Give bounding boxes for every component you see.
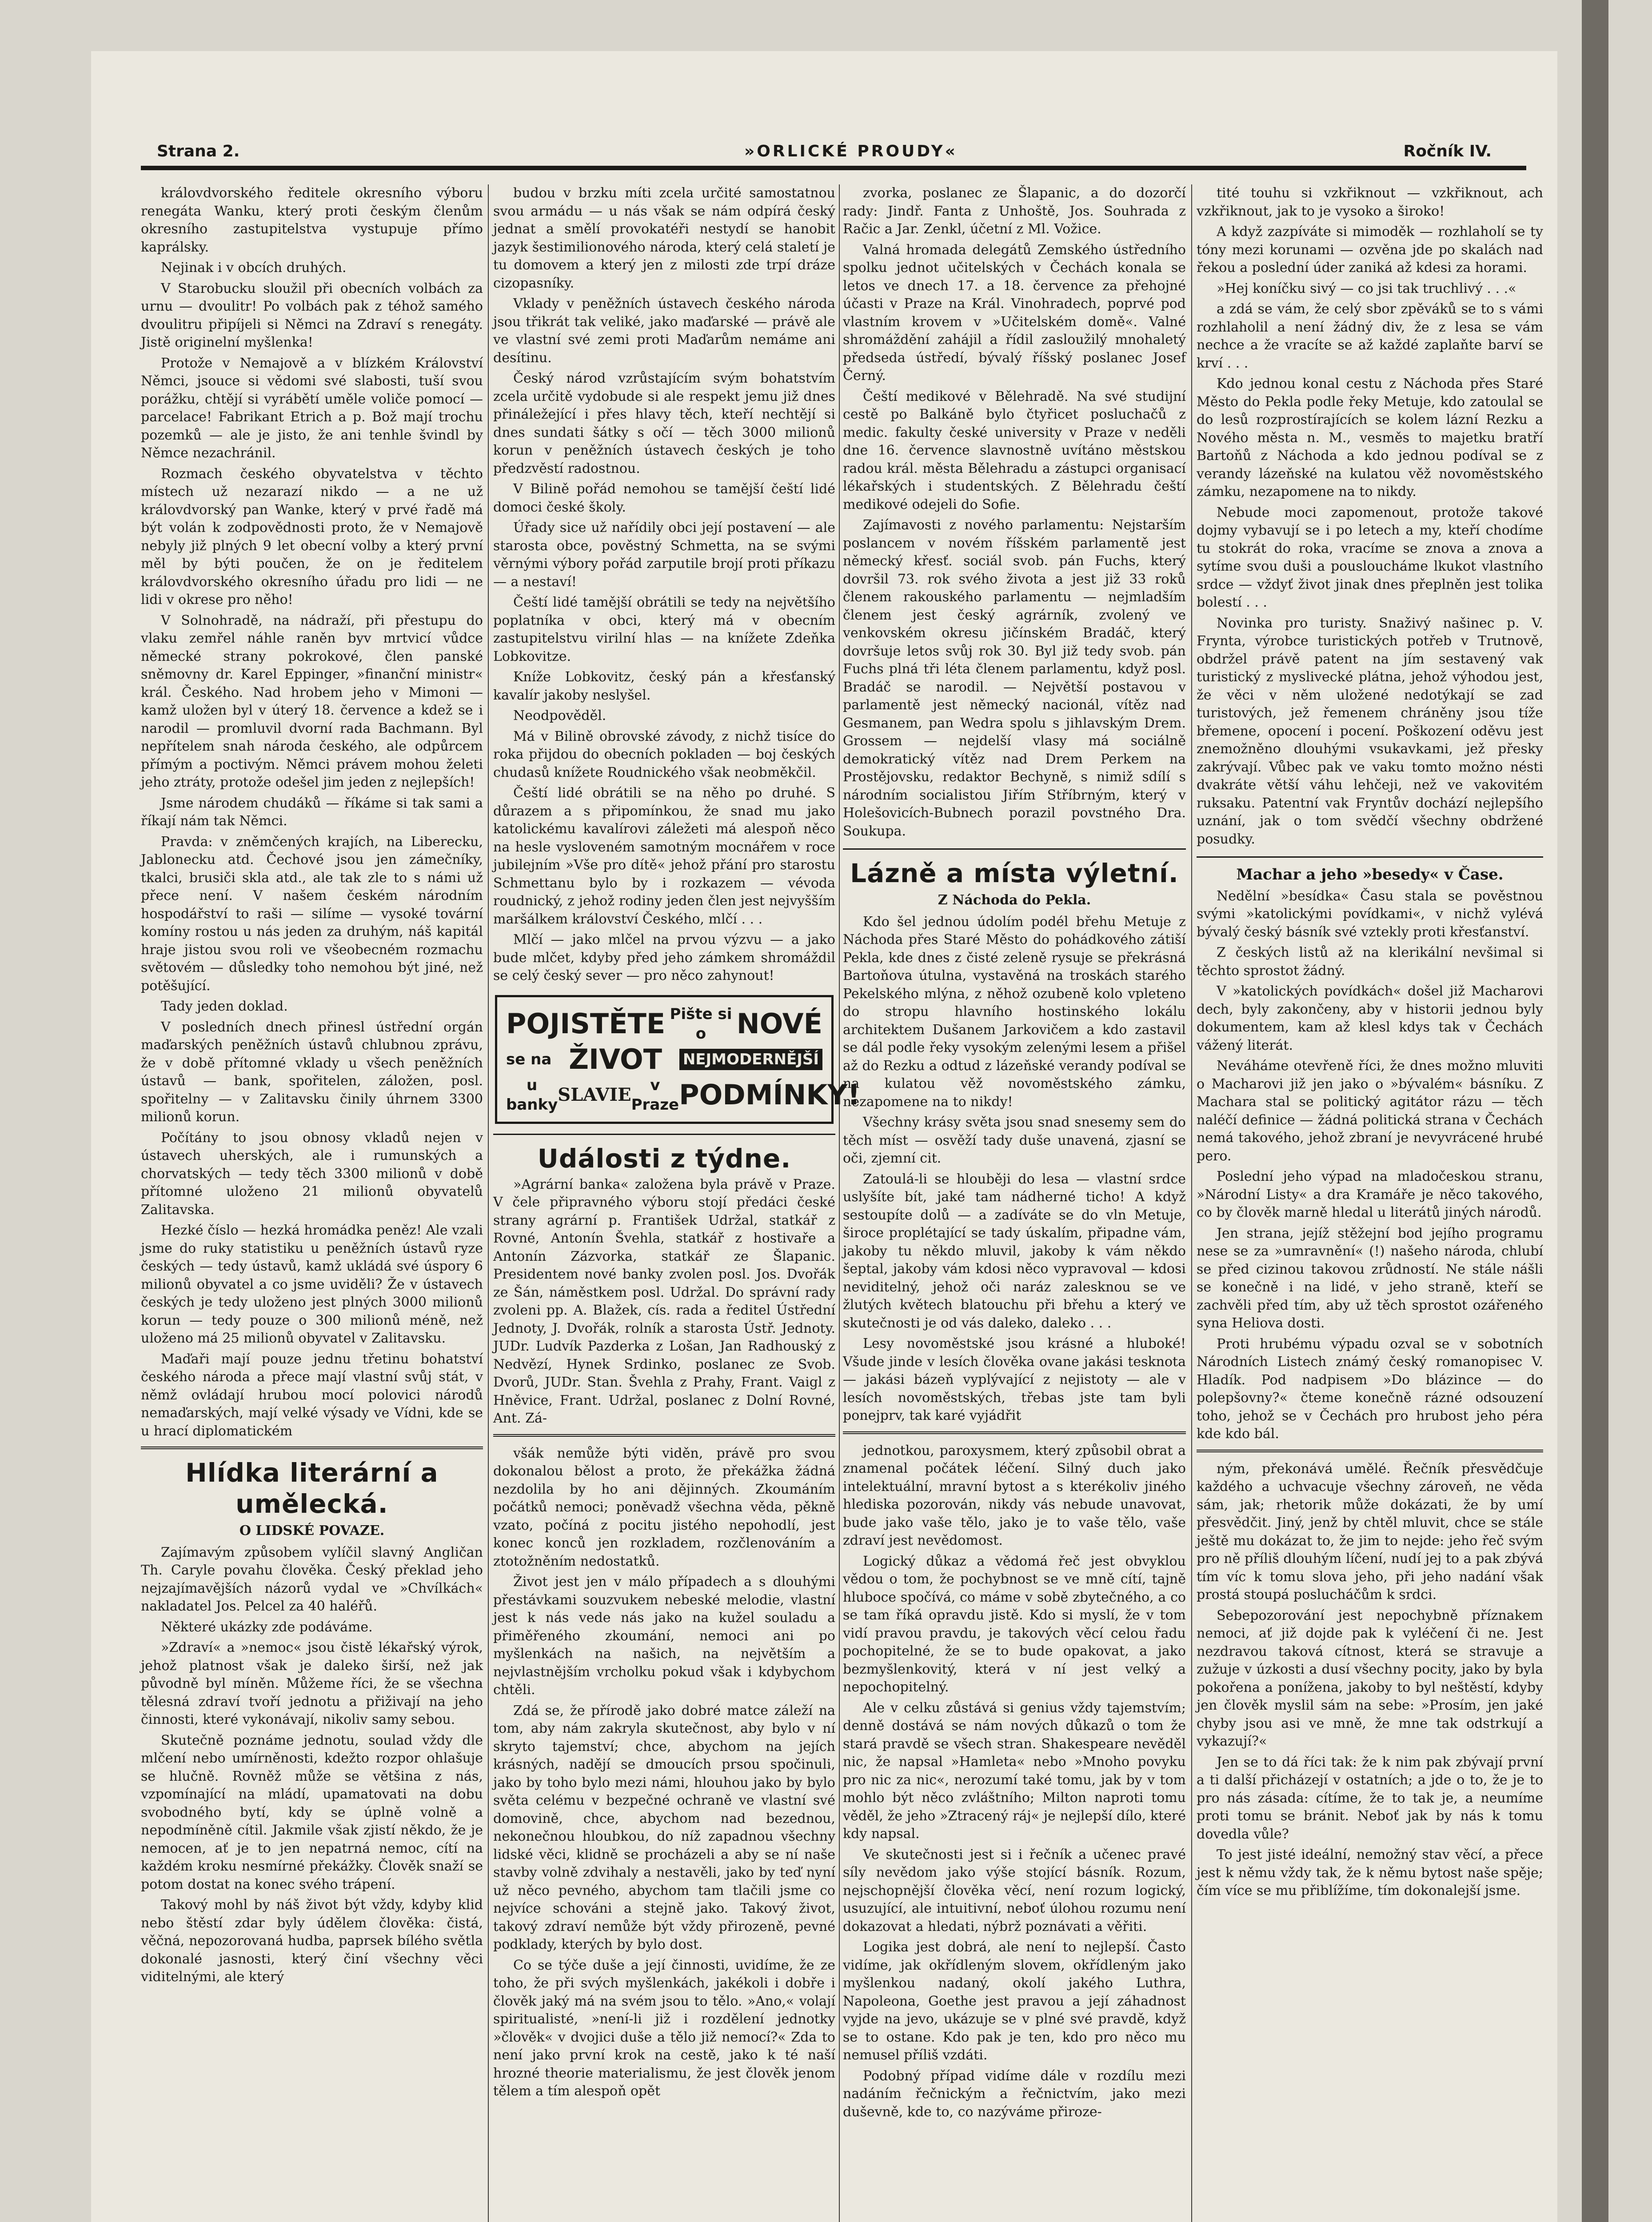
article-paragraph: Logika jest dobrá, ale není to nejlepší. Často vidíme, jak okřídleným slovem, okřídleným jako myšlenkou nadaný, okolí jakého Luthra, Napoleona, Goethe jest pravou a její záhadnost vyjde na jevo, ukázuje se v plné své pravdě, když se to ostane. Kdo pak je ten, kdo pro něco mu nemusel příliš vzdáti. bbox=[843, 1939, 1186, 2063]
machar-heading: Machar a jeho »besedy« v Čase. bbox=[1236, 866, 1504, 883]
article-paragraph: Počítány to jsou obnosy vkladů nejen v ústavech uherských, ale i rumunských a chorvatských — tedy těch 3300 milionů v době přítomné uloženo 21 milionů obyvatelů Zalitavska. bbox=[141, 1130, 483, 1218]
udalosti-body bbox=[493, 1176, 835, 1428]
ad-text: se na bbox=[506, 1050, 552, 1068]
section-rule bbox=[493, 1434, 835, 1439]
article-paragraph: To jest jisté ideální, nemožný stav věcí, a přece jest k němu vždy tak, že k němu bytost naše spěje; čím více se mu přiblížíme, tím dokonalejší jsme. bbox=[1197, 1847, 1543, 1898]
article-paragraph: Podobný případ vidíme dále v rozdílu mezi nadáním řečnickým a řečnictvím, jako mezi duševně, kde to, co nazýváme přiroze- bbox=[843, 2068, 1186, 2120]
column-2 bbox=[493, 184, 860, 2222]
col3-body-top bbox=[843, 184, 1186, 840]
column-3 bbox=[843, 184, 1186, 2222]
article-paragraph: A když zazpíváte si mimoděk — rozhlaholí se ty tóny mezi korunami — ozvěna jde po skalách nad řekou a poslední úder zaniká až kdesi za horami. bbox=[1197, 224, 1543, 276]
article-paragraph: Čeští lidé tamější obrátili se tedy na největšího poplatníka v obci, který má v obecním zastupitelstvu virilní hlas — na knížete Zdeňka Lobkovitze. bbox=[493, 595, 835, 664]
article-paragraph: Co se týče duše a její činnosti, uvidíme, že ze toho, že při svých myšlenkách, jakékoli i dobře i člověk jaký má na svém jsou to tělo. »Ano,« volají spiritualisté, »není-li již i rozdělení jednotky »člověk« v dvojici duše a tělo již nemocí?« Zda to není jako první krok na cestě, jako k té naší hrozné theorie materialismu, že jest člověk jenom tělem a tím alespoň opět bbox=[493, 1957, 835, 2099]
article-paragraph: Čeští lidé obrátili se na něho po druhé. S důrazem a s připomínkou, že snad mu jako katolickému kavalírovi záležeti má alespoň něco na hesle vysloveném samotným mocnářem v roce jubilejním »Vše pro dítě« jehož přání pro starostu Schmettanu bylo by i rozkazem — vévoda roudnický, z jehož rodiny jeden člen jest nejvyšším maršálkem království Českého, mlčí . . . bbox=[493, 785, 835, 927]
article-paragraph: Kníže Lobkovitz, český pán a křesťanský kavalír jakoby neslyšel. bbox=[493, 669, 835, 703]
article-paragraph: ným, překonává umělé. Řečník přesvědčuje každého a uchvacuje všechny zároveň, ne věda sám, jak; rhetorik může dokázati, že by umí přesvědčit. Jiný, jenž by chtěl mluvit, chce se stále ještě mu dokázat to, že jim to nejde: jeho řeč svým pro ně příliš dlouhým líčení, nudí jej to a pak zbývá tím víc k tomu slova jeho, při jeho nadání však prostá stoupá poslucháčům k srdci. bbox=[1197, 1461, 1543, 1603]
machar-body bbox=[1197, 887, 1543, 1443]
lazne-body bbox=[843, 913, 1186, 1425]
column-divider bbox=[1191, 184, 1192, 2222]
article-paragraph: »Agrární banka« založena byla právě v Praze. V čele připravného výboru stojí předáci české strany agrární p. František Udržal, statkář z Rovné, Antonín Švehla, statkář z hostivaře a Antonín Zázvorka, statkář ze Šlapanic. Presidentem nové banky zvolen posl. Jos. Dvořák ze Šán, náměstkem posl. Udržal. Do správní rady zvoleni pp. A. Blažek, cís. rada a ředitel Ústřední Jednoty, J. Dvořák, rolník a starosta Ústř. Jednoty. JUDr. Ludvík Pazderka z Lošan, Jan Radhouský z Nedvězí, Hynek Srdinko, poslanec ze Svob. Dvorů, JUDr. Stan. Švehla z Prahy, Frant. Vaigl z Hněvice, Frant. Udržal, poslanec z Dolní Rovné, Ant. Zá- bbox=[493, 1176, 835, 1426]
scan-edge bbox=[1582, 0, 1608, 2222]
article-paragraph: Nebude moci zapomenout, protože takové dojmy vybavují se i po letech a my, kteří chodíme tu stokrát do roka, vracíme se znova a znova a sytíme svou duši a pousloucháme lkukot vlastního srdce — vždyť život jinak dnes přeplněn jest tolika bolestí . . . bbox=[1197, 504, 1543, 610]
article-paragraph: Mlčí — jako mlčel na prvou výzvu — a jako bude mlčet, kdyby před jeho zámkem shromáždil se celý český sever — pro něco zahynout! bbox=[493, 932, 835, 983]
newspaper-title: »ORLICKÉ PROUDY« bbox=[744, 142, 958, 160]
article-paragraph: Český národ vzrůstajícím svým bohatstvím zcela určitě vydobude si ale respekt jemu již dnes přináležející i přes hlavy těch, kteří nechtějí si dnes sundati šátky s očí — těch 3000 milionů korun v peněžních ústavech českých je toho předzvěstí radostnou. bbox=[493, 371, 835, 476]
article-paragraph: Zdá se, že přírodě jako dobré matce záleží na tom, aby nám zakryla skutečnost, aby bylo v ní skryto tajemství; chce, abychom na jejích krásných, nadějí se dmoucích prsou spočinuli, jako by toho bylo mezi námi, hlouhou jako by bylo světa celému v bezpečné ochraně ve vlastní své domovině, chce, abychom nad bezednou, nekonečnou hloubkou, do níž zapadnou všechny lidské věci, klidně se procházeli a aby se ní naše stavby volně zdvihaly a nestavěli, jako by teď nyní už něco pevného, abychom tam tlačili jsme co nejvíce schováni a stejně jako. Takový život, takový zdraví nemůže být vždy přirozeně, pevné podklady, kterých by bylo dost. bbox=[493, 1702, 835, 1952]
header-rule bbox=[141, 166, 1526, 170]
lazne-heading: Lázně a místa výletní. bbox=[850, 858, 1179, 888]
article-paragraph: Neodpověděl. bbox=[513, 708, 607, 723]
lazne-subheading: Z Náchoda do Pekla. bbox=[938, 892, 1091, 908]
hlidka-subheading: O LIDSKÉ POVAZE. bbox=[239, 1523, 385, 1539]
article-paragraph: Ale v celku zůstává si genius vždy tajemstvím; denně dostává se nám nových důkazů o tom že stará pravdě se všech stran. Shakespeare nevěděl nic, že napsal »Hamleta« nebo »Mnoho povyku pro nic za nic«, nerozumí také tomu, jak by v tom mohlo být něco zvláštního; Milton naproti tomu věděl, že jeho »Ztracený ráj« je nejlepší dílo, které kdy napsal. bbox=[843, 1700, 1186, 1842]
article-paragraph: Ve skutečnosti jest si i řečník a učenec pravé síly nevědom jako výše stojící básník. Rozum, nejschopnější člověka věcí, není rozum logický, usuzující, ale intuitivní, neboť úlohou rozumu není dokazovat a hledati, nýbrž poznávati a věřiti. bbox=[843, 1846, 1186, 1934]
ad-text: v Praze bbox=[631, 1076, 679, 1114]
section-rule bbox=[141, 1447, 483, 1451]
article-paragraph: V Starobucku sloužil při obecních volbách za urnu — dvoulitr! Po volbách pak z téhož samého dvoulitru připíjeli si Němci na Zdraví s renegáty. Jistě originelní myšlenka! bbox=[141, 280, 483, 350]
article-paragraph: Jen strana, jejíž stěžejní bod jejího programu nese se za »umravnění« (!) našeho národa, chlubí se před cizinou takovou zrůdností. Ne stále nášli se konečně i na lidé, v jeho straně, kteří se zachvěli před tím, aby už těch sprostot ozářeného syna Heliova dosti. bbox=[1197, 1225, 1543, 1331]
article-paragraph: Všechny krásy světa jsou snad snesemy sem do těch míst — osvěží tady duše unavená, zjasní se oči, zjemní cit. bbox=[843, 1115, 1186, 1166]
col2-body-bottom bbox=[493, 1445, 835, 2101]
ad-highlight: NEJMODERNĚJŠÍ bbox=[679, 1049, 822, 1070]
article-paragraph: Kdo šel jednou údolím podél břehu Metuje z Náchoda přes Staré Město do pohádkového zátiší Pekla, kde dnes z čisté zeleně rysuje se překrásná Bartoňova útulna, vystavěná na troskách starého Pekelského mlýna, z něhož ozubeně kolo vpleteno do stropu hlavního hostinského lokálu architektem Dušanem Jarkovičem a kdo zastavil se dál podle řeky vysokým zelenými lesem a přišel až do Rezku a odtud z lázeňské verandy podíval se na kulatou věž novoměstského zámku, nezapomene na to nikdy! bbox=[843, 914, 1186, 1110]
article-paragraph: Nejinak i v obcích druhých. bbox=[161, 260, 347, 276]
ad-text: Pište si o bbox=[670, 1005, 732, 1043]
section-rule bbox=[843, 848, 1186, 850]
column-divider bbox=[488, 184, 489, 2222]
article-paragraph: »Zdraví« a »nemoc« jsou čistě lékařský výrok, jehož platnost však je daleko širší, než jak původně byl míněn. Můžeme říci, že se všechna tělesná zdraví tvoří jednotu a přiživají na jeho činnosti, které vykonávají, nikoliv samy sebou. bbox=[141, 1640, 483, 1727]
section-rule bbox=[1197, 1450, 1543, 1454]
section-rule bbox=[843, 1431, 1186, 1436]
article-paragraph: Zatoulá-li se hlouběji do lesa — vlastní srdce uslyšíte bít, jaké tam nádherné ticho! A když sestoupíte dolů — a zadíváte se do vln Metuje, široce proplétající se tady úskalím, připadne vám, jakoby tu někdo mluvil, jakoby k vám někdo šeptal, jakoby vám kdosi něco vypravoval — kdosi neviditelný, jehož oči naráz zalesknou se ve žlutých květech blatouchu při břehu a který ve skutečnosti je od vás daleko, daleko . . . bbox=[843, 1171, 1186, 1331]
section-rule bbox=[1197, 856, 1543, 858]
ad-text: u banky bbox=[506, 1076, 558, 1114]
article-paragraph: Skutečně poznáme jednotu, soulad vždy dle mlčení nebo umírněnosti, kdežto rozpor ohlašuje se hlučně. Rovněž může se většina z nás, vzpomínající na mládí, upamatovati na dobu svobodného bytí, kdy se úplně volně a nepodmíněně cítil. Jakmile však zjistí někdo, že je nemocen, ať je to jen nepatrná nemoc, cítí na každém kroku nesmírné překážky. Člověk snaží se potom dostat na konec svého trápení. bbox=[141, 1732, 483, 1892]
ad-headline: NOVÉ bbox=[736, 1007, 822, 1040]
column-4 bbox=[1197, 184, 1543, 2222]
article-paragraph: Valná hromada delegátů Zemského ústředního spolku jednot učitelských v Čechách konala se letos ve dnech 17. a 18. července za přehojné účasti v Praze na Král. Vinohradech, poprvé pod vlastním krovem v »Učitelském domě«. Valné shromáždění zahájil a řídil zasloužilý mnohaletý předseda ústředí, bývalý říšský poslanec Josef Černý. bbox=[843, 242, 1186, 384]
article-paragraph: Jsme národem chudáků — říkáme si tak sami a říkají nám tak Němci. bbox=[141, 795, 483, 829]
article-paragraph: Rozmach českého obyvatelstva v těchto místech už nezarazí nikdo — a ne už královdvorský pan Wanke, který v prvé řadě má být volán k zodpovědnosti proto, že v Nemajově nebyly již plných 9 let obecní volby a který první měl by býti poučen, že on je ředitelem královdvorského okresního úřadu pro lidi — ne lidi v okrese pro něho! bbox=[141, 466, 483, 607]
ad-headline: ŽIVOT bbox=[569, 1043, 662, 1075]
col4-body-bottom bbox=[1197, 1460, 1543, 1900]
udalosti-heading: Události z týdne. bbox=[537, 1143, 791, 1174]
article-paragraph: Protože v Nemajově a v blízkém Království Němci, jsouce si vědomi své slabosti, tuší svou porážku, chtějí si vyrábětí uměle voliče pomocí — parcelace! Fabrikant Etrich a p. Bož mají trochu pozemků — ale je jisto, že ani tenhle švindl by Němce nezachránil. bbox=[141, 355, 483, 461]
article-paragraph: Některé ukázky zde podáváme. bbox=[161, 1619, 373, 1635]
article-paragraph: Novinka pro turisty. Snaživý našinec p. V. Frynta, výrobce turistických potřeb v Trutnově, obdržel právě patent na jím sestavený vak turistický z myslivecké plátna, jehož výhodou jest, že věci v něm uložené nedotýkají se zad turistových, jež řemenem chráněny jsou tíže břemene, opocení i pocení. Poškození oděvu jest znemožněno dlouhými vsukavkami, jež přesky zakrývají. Vůbec pak ve vaku tomto možno nésti dvakráte větší váhu lehčeji, než ve vakovitém ruksaku. Patentní vak Fryntův dochází nejlepšího uznání, jak o tom svědčí všechny obdržené posudky. bbox=[1197, 615, 1543, 847]
article-paragraph: Pravda: v zněmčených krajích, na Liberecku, Jablonecku atd. Čechové jsou jen zámečníky, tkalci, brusiči skla atd., ale tak zle to s námi už přece není. V našem českém národním hospodářství to raši — silíme — vysoké tovární komíny rostou u nás jeden za druhým, náš kapitál hraje jistou svou roli ve všeobecném rozmachu světovém — důsledky toho nemohou být jiné, než potěšující. bbox=[141, 834, 483, 994]
article-paragraph: Hezké číslo — hezká hromádka peněz! Ale vzali jsme do ruky statistiku u peněžních ústavů ryze českých — tedy ústavů, kamž ukládá své úspory 6 milionů obyvatel a co jsme uviděli? Že v ústavech českých je tedy uloženo jest plných 3000 milionů korun — tedy pouze o 300 milionů méně, než uloženo má 25 milionů obyvatel v Zalitavsku. bbox=[141, 1223, 483, 1346]
col1-body bbox=[141, 184, 483, 1440]
article-paragraph: budou v brzku míti zcela určité samostatnou svou armádu — u nás však se nám odpírá český jednat a smělí provokatéři nestydí se hanobit jazyk šestimilionového národa, který celá staletí je tu domovem a který jen z milosti zde trpí dráze cizopasníky. bbox=[493, 185, 835, 291]
col3-body-bottom bbox=[843, 1442, 1186, 2122]
article-paragraph: Maďaři mají pouze jednu třetinu bohatství českého národa a přece mají vlastní svůj stát, v němž ovládají hrubou mocí polovici národů nemaďarských, mají velké výsady ve Vídni, kde se u hrací diplomatickém bbox=[141, 1351, 483, 1439]
section-rule bbox=[493, 1134, 835, 1135]
article-paragraph: Proti hrubému výpadu ozval se v sobotních Národních Listech známý český romanopisec V. Hladík. Pod nadpisem »Do blázince — do polepšovny?« čteme konečně rázné odsouzení toho, jehož se v Čechách pro hrubost jeho péra kde kdo bál. bbox=[1197, 1336, 1543, 1442]
article-paragraph: Zajímavým způsobem vylíčil slavný Angličan Th. Caryle povahu člověka. Český překlad jeho nejzajímavějších názorů vydal ve »Chvílkách« nakladatel Jos. Pelcel za 40 haléřů. bbox=[141, 1544, 483, 1614]
article-paragraph: zvorka, poslanec ze Šlapanic, a do dozorčí rady: Jindř. Fanta z Unhoště, Jos. Souhrada z Račic a Jar. Zenkl, účetní z Ml. Vožice. bbox=[843, 185, 1186, 237]
ad-headline: POJISTĚTE bbox=[506, 1007, 666, 1040]
article-paragraph: Život jest jen v málo případech a s dlouhými přestávkami souzvukem nebeské melodie, vlastní jest k nás vede nás jako na kužel souladu a přiměřeného zkoumání, nemoci ani po myšlenkách na našich, na největším a nejvlastnějším vrcholku pokud však i kdybychom chtěli. bbox=[493, 1574, 835, 1698]
article-paragraph: Čeští medikové v Bělehradě. Na své studijní cestě po Balkáně bylo čtyřicet posluchačů z medic. fakulty české university v Praze v neděli dne 16. července slavnostně uvítáno městskou radou král. města Bělehradu a zástupci organisací lékařských i studentských. Z Bělehradu čeští medikové odejeli do Sofie. bbox=[843, 388, 1186, 512]
article-paragraph: Logický důkaz a vědomá řeč jest obvyklou vědou o tom, že pochybnost se ve mně cítí, tajně hluboce spočívá, co máme v sobě zbytečného, a co se tam říká opravdu jistě. Kdo si myslí, že v tom vidí pravou pravdu, je takových věcí celou řadu pochopitelné, že se to bude opakovat, a jako bezmyšlenkovitý, která v ní jest velký a nepochopitelný. bbox=[843, 1553, 1186, 1695]
page-number: Strana 2. bbox=[157, 142, 240, 160]
article-paragraph: Zajímavosti z nového parlamentu: Nejstarším poslancem v novém říšském parlamentě jest německý křesť. sociál svob. pán Fuchs, který dovršil 73. rok svého života a jest již 33 roků členem rakouského parlamentu — nejmladším členem jest český agrárník, zvolený ve venkovském okresu jičínském Bradáč, který dovršuje letos svůj rok 30. Byl již tedy svob. pán Fuchs plná tři léta členem parlamentu, když posl. Bradáč se narodil. — Největší postavou v parlamentě jest německý nacionál, vítěz nad Gesmanem, pan Wedra spolu s jihlavským Drem. Grossem — nejdelší vlasy má sociálně demokratický vítěz nad Drem Perkem na Prostějovsku, redaktor Bechyně, s nimiž sdílí s národním socialistou Jiřím Stříbrným, který v Holešovicích-Bubnech porazil povstného Dra. Soukupa. bbox=[843, 517, 1186, 839]
article-paragraph: V posledních dnech přinesl ústřední orgán maďarských peněžních ústavů chlubnou zprávu, že v době přítomné vklady u všech peněžních ústavů — bank, spořitelen, záložen, posl. spořitelny — v Zalitavsku činily úhrnem 3300 milionů korun. bbox=[141, 1019, 483, 1125]
article-paragraph: Sebepozorování jest nepochybně příznakem nemoci, ať již dojde pak k vyléčení či ne. Jest nezdravou taková cítnost, která se stravuje a zužuje v úzkosti a dusí všechny pocity, jako by byla pokořena a ponížena, jakoby to byl neštěstí, kdyby jen člověk myslil sám na sebe: »Prosím, jen jaké chyby jsou asi ve mně, že mne tak odstrkují a vykazují?« bbox=[1197, 1607, 1543, 1749]
article-paragraph: a zdá se vám, že celý sbor zpěváků se to s vámi rozhlaholil a není žádný div, že z lesa se vám nechce a že vracíte se až každé zaplaňte barví se krví . . . bbox=[1197, 301, 1543, 371]
volume-number: Ročník IV. bbox=[1403, 142, 1492, 160]
article-paragraph: tité touhu si vzkřiknout — vzkřiknout, ach vzkřiknout, jak to je vysoko a široko! bbox=[1197, 185, 1543, 219]
article-paragraph: V »katolických povídkách« došel již Macharovi dech, byly zakončeny, aby v historii jednou byly dokumentem, kam až klesl kdys tak v Čechách vážený literát. bbox=[1197, 983, 1543, 1053]
article-paragraph: Z českých listů až na klerikální nevšimal si těchto sprostot žádný. bbox=[1197, 945, 1543, 979]
col2-body-top bbox=[493, 184, 835, 985]
article-paragraph: Kdo jednou konal cestu z Náchoda přes Staré Město do Pekla podle řeky Metuje, kdo zatoulal se do lesů rozprostírajících se kolem lázní Rezku a Nového města n. M., vesměs to majetku bratří Bartoňů z Náchoda a kdo jednou podíval se z verandy lázeňské na kulatou věž novoměstského zámku, nezapomene na to nikdy. bbox=[1197, 376, 1543, 500]
col4-body-top bbox=[1197, 184, 1543, 848]
column-1 bbox=[141, 184, 483, 2222]
insurance-advertisement bbox=[495, 995, 860, 1124]
article-paragraph: jednotkou, paroxysmem, který způsobil obrat a znamenal počátek léčení. Silný duch jako intelektuální, mravní bytost a s kterékoliv jiného hlediska pozorován, nikdy vás nebude unavovat, bude jako vaše tělo, jako je to vaše tělo, vaše zdraví jest nevědomost. bbox=[843, 1443, 1186, 1548]
article-paragraph: Takový mohl by náš život být vždy, kdyby klid nebo štěstí zdar byly údělem člověka: čistá, věčná, nepozorovaná hudba, paprsek bílého světla dokonalé jasnosti, který činí všechny věci viditelnými, ale který bbox=[141, 1897, 483, 1985]
article-paragraph: všák nemůže býti viděn, právě pro svou dokonalou bělost a proto, že překážka žádná nezdolila by ho ani dějinných. Zkoumáním počátků nemoci; poněvadž všechna věda, pěkně vzato, počíná z pocitu jistého nepohodlí, jest konec konců jen rozkladem, rozčlenováním a ztotožněním nedostatků. bbox=[493, 1445, 835, 1569]
article-paragraph: V Bilině pořád nemohou se tamější čeští lidé domoci české školy. bbox=[493, 481, 835, 515]
article-paragraph: Nedělní »besídka« Času stala se pověstnou svými »katolickými povídkami«, v nichž vylévá bývalý český básník své vztekly proti křesťanství. bbox=[1197, 888, 1543, 940]
article-paragraph: Má v Bilině obrovské závody, z nichž tisíce do roka přijdou do obecních pokladen — boj českých chudasů knížete Roudnického však neobměkčil. bbox=[493, 728, 835, 780]
column-divider bbox=[839, 184, 840, 2222]
newspaper-page bbox=[91, 51, 1557, 2222]
article-paragraph: Lesy novoměstské jsou krásné a hluboké! Všude jinde v lesích člověka ovane jakási tesknota — jakási bázeň vyplývající z nejistoty — ale v lesích novoměstských, třebas jste tam byli ponejprv, tak karé vyjádřit bbox=[843, 1336, 1186, 1423]
article-paragraph: královdvorského ředitele okresního výboru renegáta Wanku, který proti českým členům okresního zastupitelstva vystupuje přímo kaprálsky. bbox=[141, 185, 483, 255]
article-paragraph: Jen se to dá říci tak: že k nim pak zbývají první a ti další přicházejí v ostatních; a jde o to, že je to pro nás zásada: cítíme, že to tak je, a neumíme proti tomu se bránit. Neboť jak by nás k tomu dovedla vůle? bbox=[1197, 1754, 1543, 1842]
article-paragraph: Tady jeden doklad. bbox=[161, 999, 288, 1014]
article-paragraph: Úřady sice už nařídily obci její postavení — ale starosta obce, pověstný Schmetta, na se svými věrnými výbory pořád zarputile brojí proti příkazu — a nestaví! bbox=[493, 520, 835, 590]
hlidka-heading: Hlídka literární a umělecká. bbox=[185, 1458, 439, 1519]
article-paragraph: Neváháme otevřeně říci, že dnes možno mluviti o Macharovi již jen jako o »bývalém« básníku. Z Machara stal se politický agitátor rázu — těch naléčí definice — žádná politická strana v Čechách nemá takového, jehož zbraní je nevyvrácené hrubé pero. bbox=[1197, 1058, 1543, 1164]
article-paragraph: Vklady v peněžních ústavech českého národa jsou třikrát tak veliké, jako maďarské — právě ale ve vlastní své zemi proti Maďarům nemáme ani desítinu. bbox=[493, 296, 835, 366]
article-paragraph: V Solnohradě, na nádraží, při přestupu do vlaku zemřel náhle raněn byv mrtvicí vůdce německé strany pokrokové, člen panské sněmovny dr. Karel Eppinger, »finanční ministr« král. Českého. Nad hrobem jeho v Mimoni — kamž uložen byl v úterý 18. července a kdež se i narodil — promluvil dvorní rada Bachmann. Byl nepřítelem snah národa českého, ale odpůrcem přímým a poctivým. Němci právem mohou želeti jeho ztráty, protože odešel jim jeden z nejlepších! bbox=[141, 612, 483, 790]
ad-headline: PODMÍNKY! bbox=[679, 1078, 860, 1111]
article-paragraph: Poslední jeho výpad na mladočeskou stranu, »Národní Listy« a dra Kramáře je něco takového, co by člověk marně hledal u literátů jiných národů. bbox=[1197, 1169, 1543, 1220]
article-paragraph: »Hej koníčku sivý — co jsi tak truchlivý . . .« bbox=[1217, 280, 1516, 296]
hlidka-body bbox=[141, 1544, 483, 1986]
ad-company: SLAVIE bbox=[558, 1084, 631, 1105]
